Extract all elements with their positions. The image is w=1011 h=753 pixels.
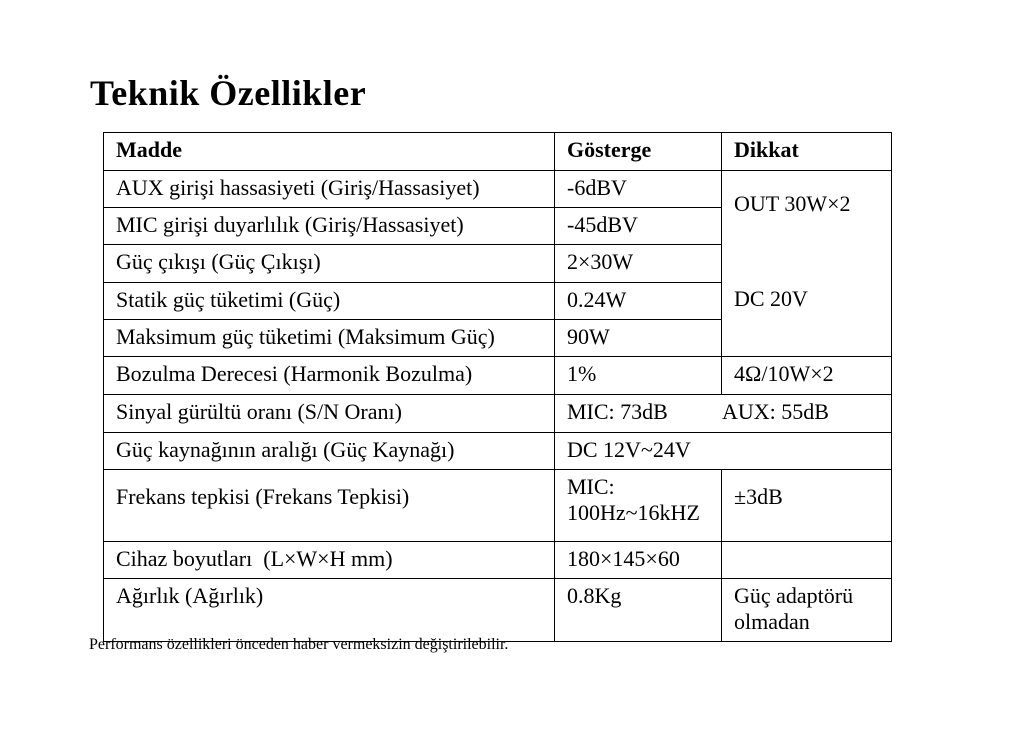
row-value: DC 12V~24V	[555, 433, 892, 470]
freq-value-line2: 100Hz~16kHZ	[567, 500, 700, 525]
merged-note-out: OUT 30W×2	[734, 191, 851, 216]
header-note: Dikkat	[722, 133, 892, 171]
row-item: Frekans tepkisi (Frekans Tepkisi)	[104, 470, 555, 542]
merged-note-cell	[722, 171, 892, 357]
row-note: ±3dB	[722, 470, 892, 542]
row-value: 90W	[555, 320, 722, 357]
header-item: Madde	[104, 133, 555, 171]
row-note	[722, 579, 892, 642]
table-row	[104, 579, 892, 642]
snr-mic: MIC: 73dB	[567, 399, 668, 424]
table-row	[104, 470, 892, 542]
row-item: AUX girişi hassasiyeti (Giriş/Hassasiyet)	[104, 171, 555, 208]
row-value-merged	[555, 395, 892, 433]
row-value: 0.8Kg	[555, 579, 722, 642]
row-value: -6dBV	[555, 171, 722, 208]
row-value: 180×145×60	[555, 542, 722, 579]
row-item: Güç kaynağının aralığı (Güç Kaynağı)	[104, 433, 555, 470]
spec-table	[103, 132, 892, 642]
snr-aux: AUX: 55dB	[722, 399, 829, 424]
row-value: 1%	[555, 357, 722, 395]
row-value	[555, 470, 722, 542]
weight-note-line1: Güç adaptörü	[734, 583, 854, 608]
table-header-row	[104, 133, 892, 171]
header-value: Gösterge	[555, 133, 722, 171]
table-row	[104, 542, 892, 579]
freq-value-line1: MIC:	[567, 474, 615, 499]
row-item: Sinyal gürültü oranı (S/N Oranı)	[104, 395, 555, 433]
row-item: Statik güç tüketimi (Güç)	[104, 283, 555, 320]
merged-note-dc: DC 20V	[734, 286, 808, 311]
row-item: Cihaz boyutları (L×W×H mm)	[104, 542, 555, 579]
row-item: Maksimum güç tüketimi (Maksimum Güç)	[104, 320, 555, 357]
table-row	[104, 433, 892, 470]
weight-note-line2: olmadan	[734, 609, 810, 634]
page-title: Teknik Özellikler	[90, 73, 367, 113]
row-item: MIC girişi duyarlılık (Giriş/Hassasiyet)	[104, 208, 555, 245]
table-row	[104, 357, 892, 395]
row-note	[722, 542, 892, 579]
row-item: Ağırlık (Ağırlık)	[104, 579, 555, 642]
row-item: Güç çıkışı (Güç Çıkışı)	[104, 245, 555, 283]
table-row	[104, 395, 892, 433]
row-value: -45dBV	[555, 208, 722, 245]
table-row	[104, 171, 892, 208]
footer-note: Performans özellikleri önceden haber vermeksizin değiştirilebilir.	[89, 636, 509, 653]
row-note: 4Ω/10W×2	[722, 357, 892, 395]
row-value: 2×30W	[555, 245, 722, 283]
row-value: 0.24W	[555, 283, 722, 320]
row-item: Bozulma Derecesi (Harmonik Bozulma)	[104, 357, 555, 395]
